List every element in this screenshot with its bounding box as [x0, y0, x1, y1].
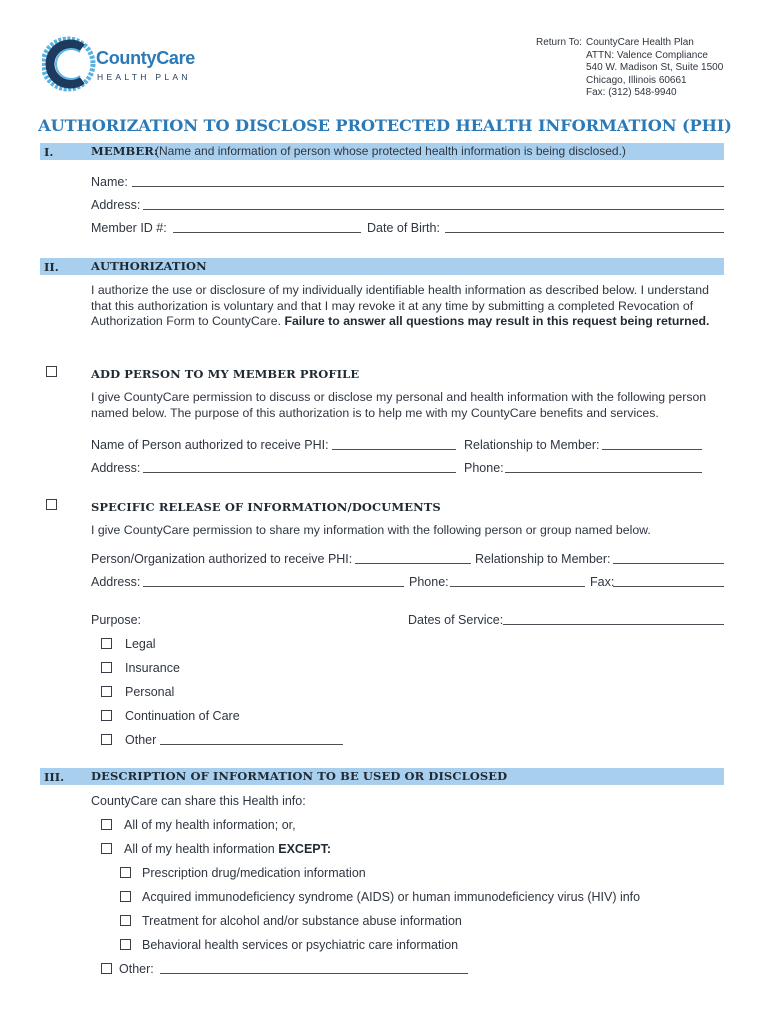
all-info-checkbox[interactable] — [101, 819, 112, 830]
purpose-checkbox-legal[interactable] — [101, 638, 112, 649]
address-label: Address: — [91, 461, 141, 475]
purpose-option-label: Other — [125, 733, 157, 747]
address-field[interactable] — [143, 472, 456, 473]
return-line: Chicago, Illinois 60661 — [586, 74, 687, 86]
fax-field[interactable] — [613, 586, 724, 587]
form-title: AUTHORIZATION TO DISCLOSE PROTECTED HEALTH INFORMATION (PHI) — [38, 116, 732, 135]
exception-label: Prescription drug/medication information — [142, 866, 366, 880]
exception-checkbox-substance[interactable] — [120, 915, 131, 926]
all-except-text: All of my health information — [124, 842, 275, 856]
member-id-label: Member ID #: — [91, 221, 167, 235]
relationship-field[interactable] — [613, 563, 724, 564]
dates-of-service-field[interactable] — [503, 624, 724, 625]
purpose-label: Purpose: — [91, 613, 142, 627]
authorization-text — [91, 283, 731, 330]
return-to-label: Return To: — [536, 37, 582, 48]
dob-field[interactable] — [445, 232, 724, 233]
exception-label: Acquired immunodeficiency syndrome (AIDS) or human immunodeficiency virus (HIV) info — [142, 890, 641, 904]
all-except-checkbox[interactable] — [101, 843, 112, 854]
organization-label: Person/Organization authorized to receive PHI: — [91, 552, 353, 566]
purpose-option-label: Continuation of Care — [125, 709, 240, 723]
purpose-other-field[interactable] — [160, 744, 343, 745]
share-intro: CountyCare can share this Health info: — [91, 794, 306, 808]
section-heading-note: (Name and information of person whose protected health information is being disclosed.) — [155, 144, 626, 158]
specific-release-heading: SPECIFIC RELEASE OF INFORMATION/DOCUMENTS — [91, 500, 441, 514]
purpose-option-label: Legal — [125, 637, 156, 651]
logo-name: CountyCare — [96, 48, 196, 68]
section-heading: MEMBER: — [91, 144, 159, 158]
add-person-heading: ADD PERSON TO MY MEMBER PROFILE — [91, 367, 360, 381]
return-address-block — [536, 37, 723, 100]
except-keyword: EXCEPT: — [278, 842, 332, 856]
section-heading: DESCRIPTION OF INFORMATION TO BE USED OR DISCLOSED — [91, 769, 508, 783]
fax-label: Fax: — [590, 575, 615, 589]
authorized-person-name-field[interactable] — [332, 449, 456, 450]
authorized-person-name-label: Name of Person authorized to receive PHI: — [91, 438, 329, 452]
specific-release-text: I give CountyCare permission to share my information with the following person or group named below. — [91, 523, 651, 537]
return-line: Fax: (312) 548-9940 — [586, 87, 677, 99]
exception-label: Behavioral health services or psychiatric care information — [142, 938, 459, 952]
authorization-warning: Failure to answer all questions may result in this request being returned. — [284, 314, 710, 329]
section-numeral: III. — [44, 770, 65, 784]
purpose-option-label: Insurance — [125, 661, 180, 675]
other-info-checkbox[interactable] — [101, 963, 112, 974]
member-id-field[interactable] — [173, 232, 361, 233]
section-heading: AUTHORIZATION — [91, 259, 207, 273]
name-field[interactable] — [132, 186, 724, 187]
address-field[interactable] — [143, 586, 404, 587]
logo-tagline: HEALTH PLAN — [97, 72, 191, 82]
purpose-checkbox-other[interactable] — [101, 734, 112, 745]
dob-label: Date of Birth: — [367, 221, 440, 235]
relationship-label: Relationship to Member: — [475, 552, 611, 566]
purpose-checkbox-personal[interactable] — [101, 686, 112, 697]
purpose-option-label: Personal — [125, 685, 175, 699]
phone-label: Phone: — [464, 461, 504, 475]
relationship-field[interactable] — [602, 449, 702, 450]
all-except-label — [124, 842, 331, 857]
other-info-field[interactable] — [160, 973, 468, 974]
address-label: Address: — [91, 575, 141, 589]
section-numeral: II. — [44, 260, 59, 274]
return-line: ATTN: Valence Compliance — [586, 49, 708, 61]
relationship-label: Relationship to Member: — [464, 438, 600, 452]
add-person-checkbox[interactable] — [46, 366, 57, 377]
add-person-text: I give CountyCare permission to discuss or disclose my personal and health information with the following person named below. The purpose of this authorization is to help me with my CountyCare benefits and services. — [91, 390, 707, 420]
return-line: 540 W. Madison St, Suite 1500 — [586, 62, 724, 74]
dates-of-service-label: Dates of Service: — [408, 613, 504, 627]
section-numeral: I. — [44, 145, 54, 159]
phone-field[interactable] — [505, 472, 702, 473]
exception-checkbox-hiv[interactable] — [120, 891, 131, 902]
exception-checkbox-prescription[interactable] — [120, 867, 131, 878]
address-label: Address: — [91, 198, 141, 212]
phone-label: Phone: — [409, 575, 449, 589]
phone-field[interactable] — [450, 586, 585, 587]
address-field[interactable] — [143, 209, 724, 210]
name-label: Name: — [91, 175, 128, 189]
exception-checkbox-behavioral[interactable] — [120, 939, 131, 950]
exception-label: Treatment for alcohol and/or substance abuse information — [142, 914, 462, 928]
organization-field[interactable] — [355, 563, 471, 564]
specific-release-checkbox[interactable] — [46, 499, 57, 510]
countycare-logo — [42, 34, 217, 94]
other-info-label: Other: — [119, 962, 154, 976]
purpose-checkbox-continuation[interactable] — [101, 710, 112, 721]
authorization-text-main: I authorize the use or disclosure of my individually identifiable health information as described below. I understand that this authorization is voluntary and that I may revoke it at any time by submitting a completed Revocation of Authorization Form to CountyCare. — [91, 283, 709, 329]
purpose-checkbox-insurance[interactable] — [101, 662, 112, 673]
all-info-label: All of my health information; or, — [124, 818, 296, 832]
return-line: CountyCare Health Plan — [586, 37, 694, 48]
